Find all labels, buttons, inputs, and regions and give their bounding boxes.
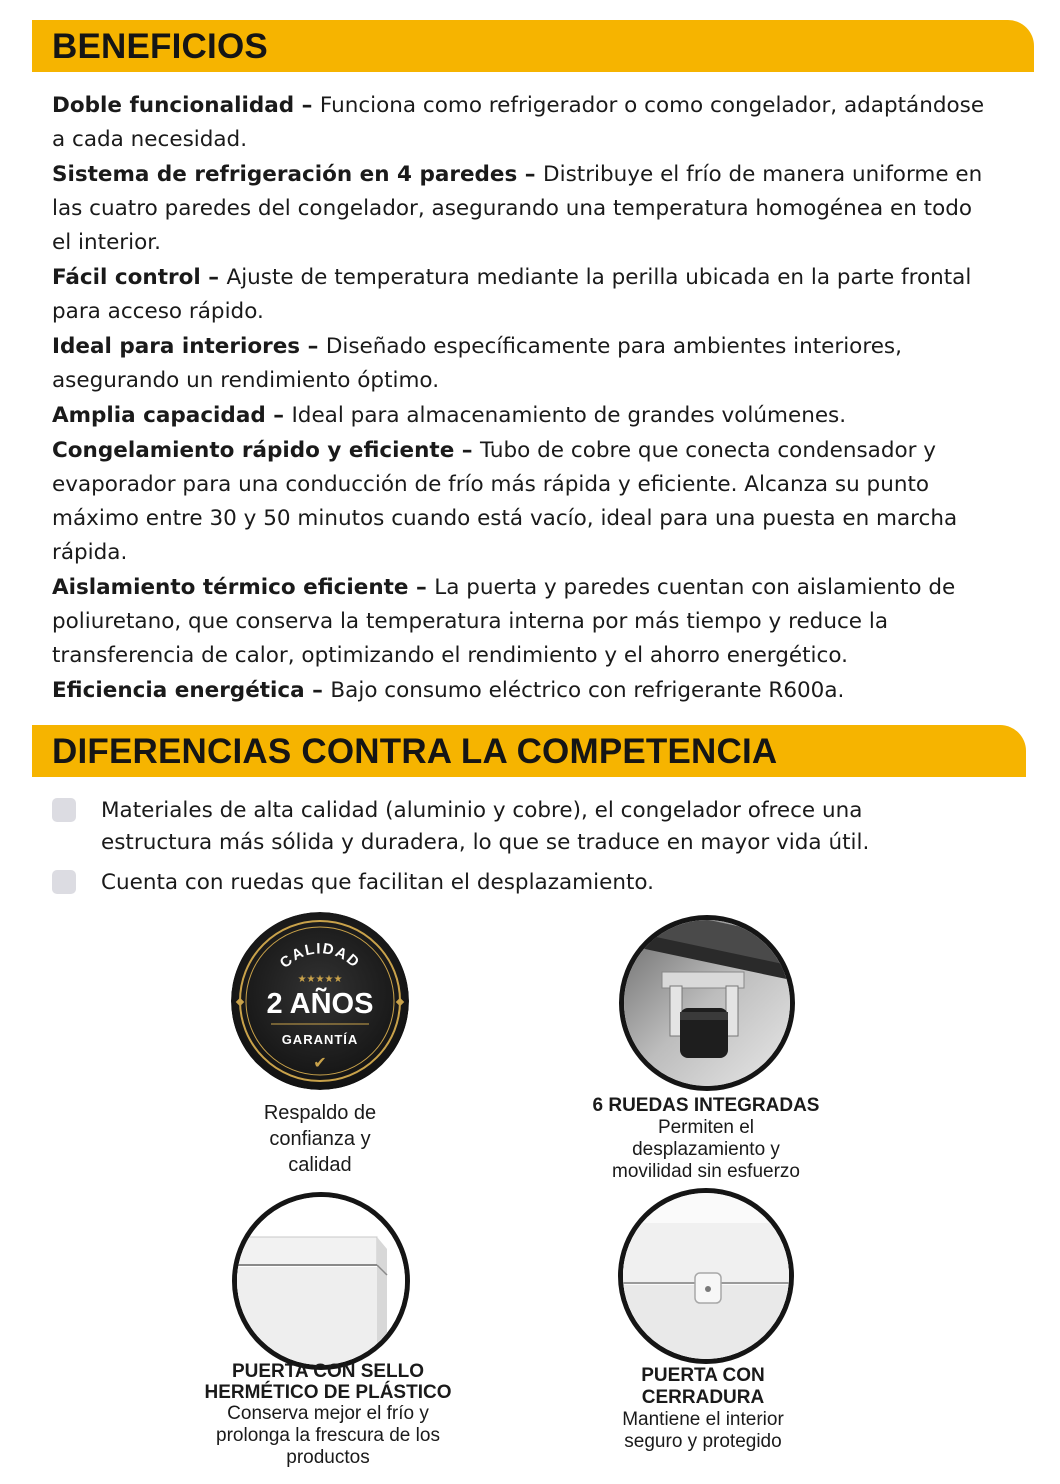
feature-title-line: CERRADURA: [641, 1387, 765, 1408]
sealed-door-icon: [232, 1192, 410, 1370]
badge-check-icon: ✔: [313, 1053, 327, 1072]
benefit-title: Sistema de refrigeración en 4 paredes: [52, 162, 518, 187]
section-title: DIFERENCIAS CONTRA LA COMPETENCIA: [52, 732, 778, 771]
feature-warranty: [220, 1100, 420, 1178]
badge-main-label: 2 AÑOS: [266, 988, 374, 1020]
benefit-item: [52, 261, 992, 329]
benefit-text: Distribuye el frío de manera uniforme en las cuatro paredes del congelador, asegurando una temperatura homogénea en todo el interior.: [52, 162, 983, 255]
badge-stars: ★★★★★: [297, 974, 343, 985]
feature-title: [560, 1095, 852, 1117]
section-banner-beneficios: [32, 20, 1034, 72]
benefit-separator: –: [300, 334, 326, 359]
benefit-separator: –: [454, 438, 481, 463]
door-lock-icon: [618, 1188, 794, 1364]
benefit-text: Bajo consumo eléctrico con refrigerante R600a.: [330, 678, 845, 703]
feature-desc-line: prolonga la frescura de los: [216, 1425, 440, 1446]
feature-sealed-door: [178, 1361, 478, 1469]
benefit-item: [52, 674, 992, 708]
benefit-separator: –: [304, 678, 331, 703]
feature-desc-line: productos: [286, 1447, 370, 1468]
checkbox-icon: [52, 798, 76, 822]
feature-desc-line: Respaldo de: [263, 1102, 377, 1124]
feature-lock: [560, 1365, 846, 1453]
section-title: BENEFICIOS: [52, 27, 268, 66]
benefit-text: La puerta y paredes cuentan con aislamiento de poliuretano, que conserva la temperatura interna por más tiempo y reduce la transferencia de calor, optimizando el rendimiento y el ahorro energético.: [52, 575, 956, 668]
benefit-item: [52, 434, 992, 570]
benefit-text: Funciona como refrigerador o como congelador, adaptándose a cada necesidad.: [52, 93, 985, 152]
benefit-title: Congelamiento rápido y eficiente: [52, 438, 455, 463]
benefit-text: Tubo de cobre que conecta condensador y evaporador para una conducción de frío más rápida y eficiente. Alcanza su punto máximo entre 30 y 50 minutos cuando está vacío, ideal para una puesta en marcha rápida.: [52, 438, 958, 565]
feature-title: [178, 1361, 478, 1403]
benefit-title: Eficiencia energética: [52, 678, 305, 703]
feature-desc: [560, 1117, 852, 1183]
benefits-list: [52, 89, 992, 709]
section-banner-diferencias: [32, 725, 1026, 777]
benefit-text: Ideal para almacenamiento de grandes volúmenes.: [291, 403, 847, 428]
benefit-title: Ideal para interiores: [52, 334, 301, 359]
feature-title-line: 6 RUEDAS INTEGRADAS: [592, 1095, 820, 1116]
feature-desc-line: confianza y: [269, 1128, 371, 1150]
difference-text: Materiales de alta calidad (aluminio y cobre), el congelador ofrece una estructura más sólida y duradera, lo que se traduce en mayor vida útil.: [101, 798, 870, 855]
benefit-separator: –: [517, 162, 544, 187]
feature-desc-line: movilidad sin esfuerzo: [612, 1161, 800, 1182]
badge-top-label: CALIDAD: [276, 940, 364, 972]
benefit-item: [52, 89, 992, 157]
feature-title: [560, 1365, 846, 1409]
badge-bottom-label: GARANTÍA: [281, 1032, 359, 1047]
warranty-badge-icon: [231, 912, 409, 1090]
feature-desc-line: seguro y protegido: [624, 1431, 782, 1452]
feature-desc-line: Mantiene el interior: [622, 1409, 784, 1430]
benefit-item: [52, 158, 992, 260]
caster-wheel-icon: [619, 915, 795, 1091]
benefit-title: Aislamiento térmico eficiente: [52, 575, 409, 600]
feature-wheels: [560, 1095, 852, 1183]
benefit-title: Fácil control: [52, 265, 201, 290]
feature-title-line: HERMÉTICO DE PLÁSTICO: [204, 1382, 452, 1403]
feature-desc-line: Conserva mejor el frío y: [227, 1403, 429, 1424]
benefit-separator: –: [200, 265, 227, 290]
feature-desc-line: Permiten el: [657, 1117, 755, 1138]
benefit-title: Doble funcionalidad: [52, 93, 295, 118]
feature-desc: [560, 1409, 846, 1453]
benefit-text: Ajuste de temperatura mediante la perilla ubicada en la parte frontal para acceso rápido.: [52, 265, 972, 324]
benefit-item: [52, 330, 992, 398]
differences-list: [52, 795, 952, 907]
feature-desc: [178, 1403, 478, 1469]
difference-item: [52, 795, 952, 859]
benefit-separator: –: [408, 575, 435, 600]
checkbox-icon: [52, 870, 76, 894]
benefit-title: Amplia capacidad: [52, 403, 266, 428]
feature-desc: [220, 1100, 420, 1178]
feature-desc-line: desplazamiento y: [632, 1139, 780, 1160]
difference-text: Cuenta con ruedas que facilitan el desplazamiento.: [101, 870, 654, 895]
benefit-separator: –: [294, 93, 320, 118]
feature-desc-line: calidad: [288, 1154, 352, 1176]
benefit-item: [52, 571, 992, 673]
benefit-separator: –: [265, 403, 292, 428]
benefit-text: Diseñado específicamente para ambientes interiores, asegurando un rendimiento óptimo.: [52, 334, 902, 393]
difference-item: [52, 867, 952, 899]
feature-title-line: PUERTA CON SELLO: [231, 1361, 425, 1382]
benefit-item: [52, 399, 992, 433]
feature-title-line: PUERTA CON: [641, 1365, 765, 1386]
